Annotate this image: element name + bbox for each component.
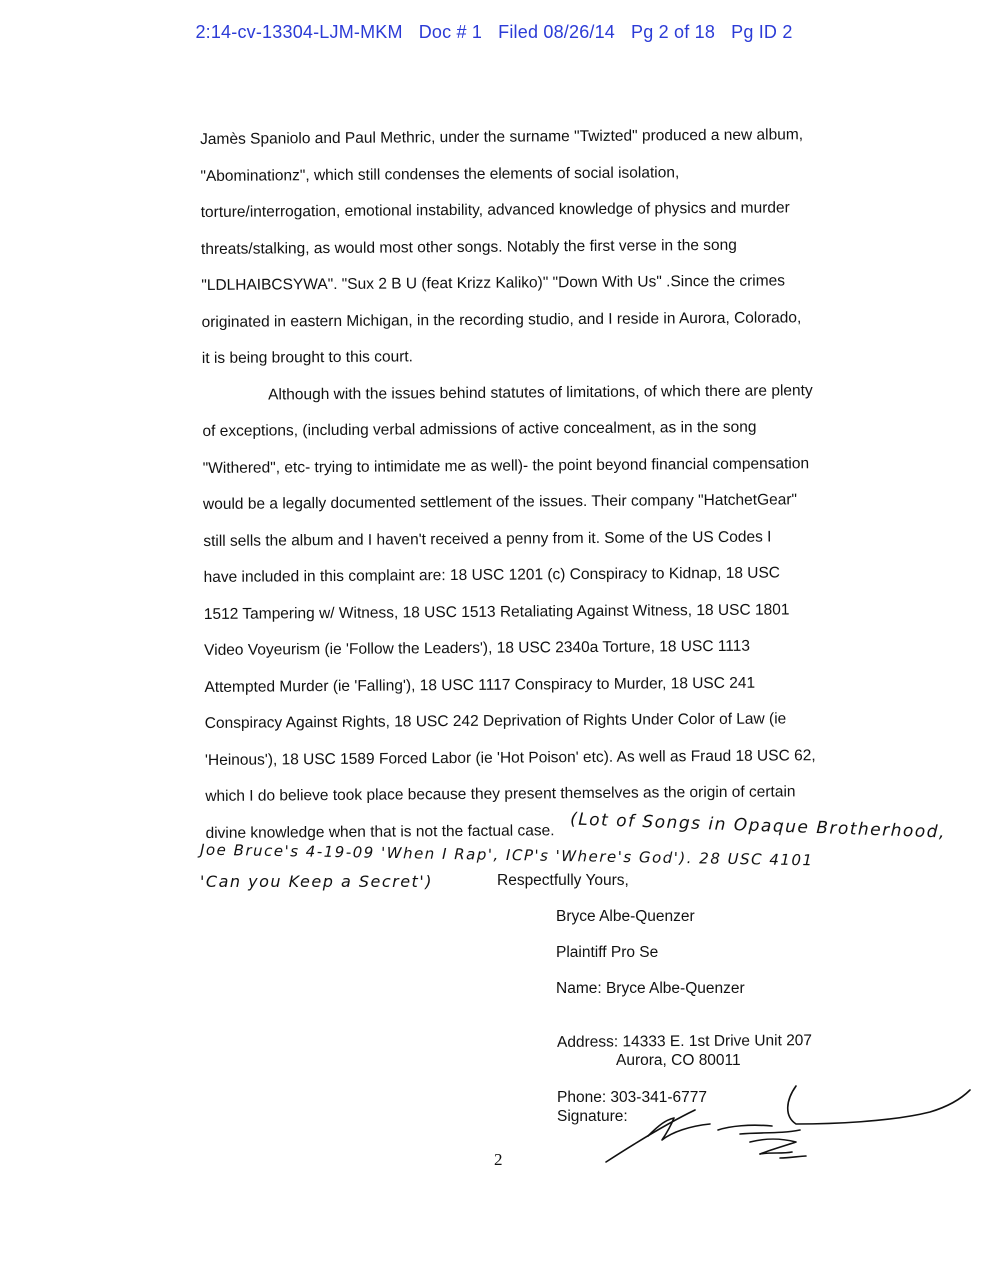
paragraph-1 — [200, 117, 862, 378]
plaintiff-name: Bryce Albe-Quenzer — [556, 908, 695, 925]
text-line: still sells the album and I haven't received a penny from it. Some of the US Codes I — [203, 528, 772, 550]
text-line: "Withered", etc- trying to intimidate me as well)- the point beyond financial compensation — [202, 454, 810, 477]
valediction: Respectfully Yours, — [497, 872, 629, 889]
case-header — [0, 22, 988, 43]
page-of: Pg 2 of 18 — [631, 22, 716, 42]
text-line: 1512 Tampering w/ Witness, 18 USC 1513 Retaliating Against Witness, 18 USC 1801 — [203, 600, 790, 623]
text-line: Conspiracy Against Rights, 18 USC 242 Deprivation of Rights Under Color of Law (ie — [204, 710, 787, 732]
text-line: torture/interrogation, emotional instability, advanced knowledge of physics and murder — [200, 199, 790, 221]
text-line: threats/stalking, as would most other songs. Notably the first verse in the song — [200, 236, 737, 258]
text-line: Jamès Spaniolo and Paul Methric, under the surname "Twizted" produced a new album, — [200, 126, 804, 148]
letter-body — [200, 117, 866, 852]
handwritten-note-line-2: Joe Bruce's 4-19-09 'When I Rap', ICP's 'Where's God'). 28 USC 4101 — [199, 840, 814, 870]
doc-number: Doc # 1 — [418, 22, 483, 42]
plaintiff-role: Plaintiff Pro Se — [556, 944, 659, 961]
text-line: Attempted Murder (ie 'Falling'), 18 USC 1117 Conspiracy to Murder, 18 USC 241 — [204, 674, 756, 696]
text-line: originated in eastern Michigan, in the recording studio, and I reside in Aurora, Colorado, — [201, 308, 802, 331]
page-id: Pg ID 2 — [731, 22, 793, 42]
text-line: Video Voyeurism (ie 'Follow the Leaders'), 18 USC 2340a Torture, 18 USC 1113 — [204, 637, 751, 659]
address-line-1: Address: 14333 E. 1st Drive Unit 207 — [556, 1032, 813, 1051]
case-number: 2:14-cv-13304-LJM-MKM — [195, 22, 403, 42]
text-line: it is being brought to this court. — [201, 348, 414, 367]
name-line: Name: Bryce Albe-Quenzer — [556, 980, 745, 997]
text-line: have included in this complaint are: 18 USC 1201 (c) Conspiracy to Kidnap, 18 USC — [203, 564, 781, 586]
text-line: "LDLHAIBCSYWA". "Sux 2 B U (feat Krizz Kaliko)" "Down With Us" .Since the crimes — [201, 272, 786, 294]
handwritten-note-line-1: (Lot of Songs in Opaque Brotherhood, — [569, 809, 947, 843]
signature-label: Signature: — [557, 1108, 628, 1125]
text-line: of exceptions, (including verbal admissions of active concealment, as in the song — [202, 418, 757, 440]
page-number: 2 — [494, 1150, 503, 1169]
text-line: Although with the issues behind statutes of limitations, of which there are plenty — [268, 381, 813, 403]
text-line: divine knowledge when that is not the factual case. — [205, 821, 555, 842]
phone-line: Phone: 303-341-6777 — [557, 1089, 707, 1106]
handwritten-note-line-3: 'Can you Keep a Secret') — [200, 872, 433, 891]
paragraph-2 — [202, 372, 866, 852]
text-line: would be a legally documented settlement of the issues. Their company "HatchetGear" — [202, 491, 798, 513]
text-line: "Abominationz", which still condenses the elements of social isolation, — [200, 163, 680, 185]
filed-date: Filed 08/26/14 — [498, 22, 616, 42]
text-line: 'Heinous'), 18 USC 1589 Forced Labor (ie 'Hot Poison' etc). As well as Fraud 18 USC 62, — [204, 746, 816, 769]
text-line: which I do believe took place because they present themselves as the origin of certain — [205, 783, 796, 805]
handwritten-signature — [600, 1080, 980, 1170]
address-line-2: Aurora, CO 80011 — [616, 1052, 741, 1069]
